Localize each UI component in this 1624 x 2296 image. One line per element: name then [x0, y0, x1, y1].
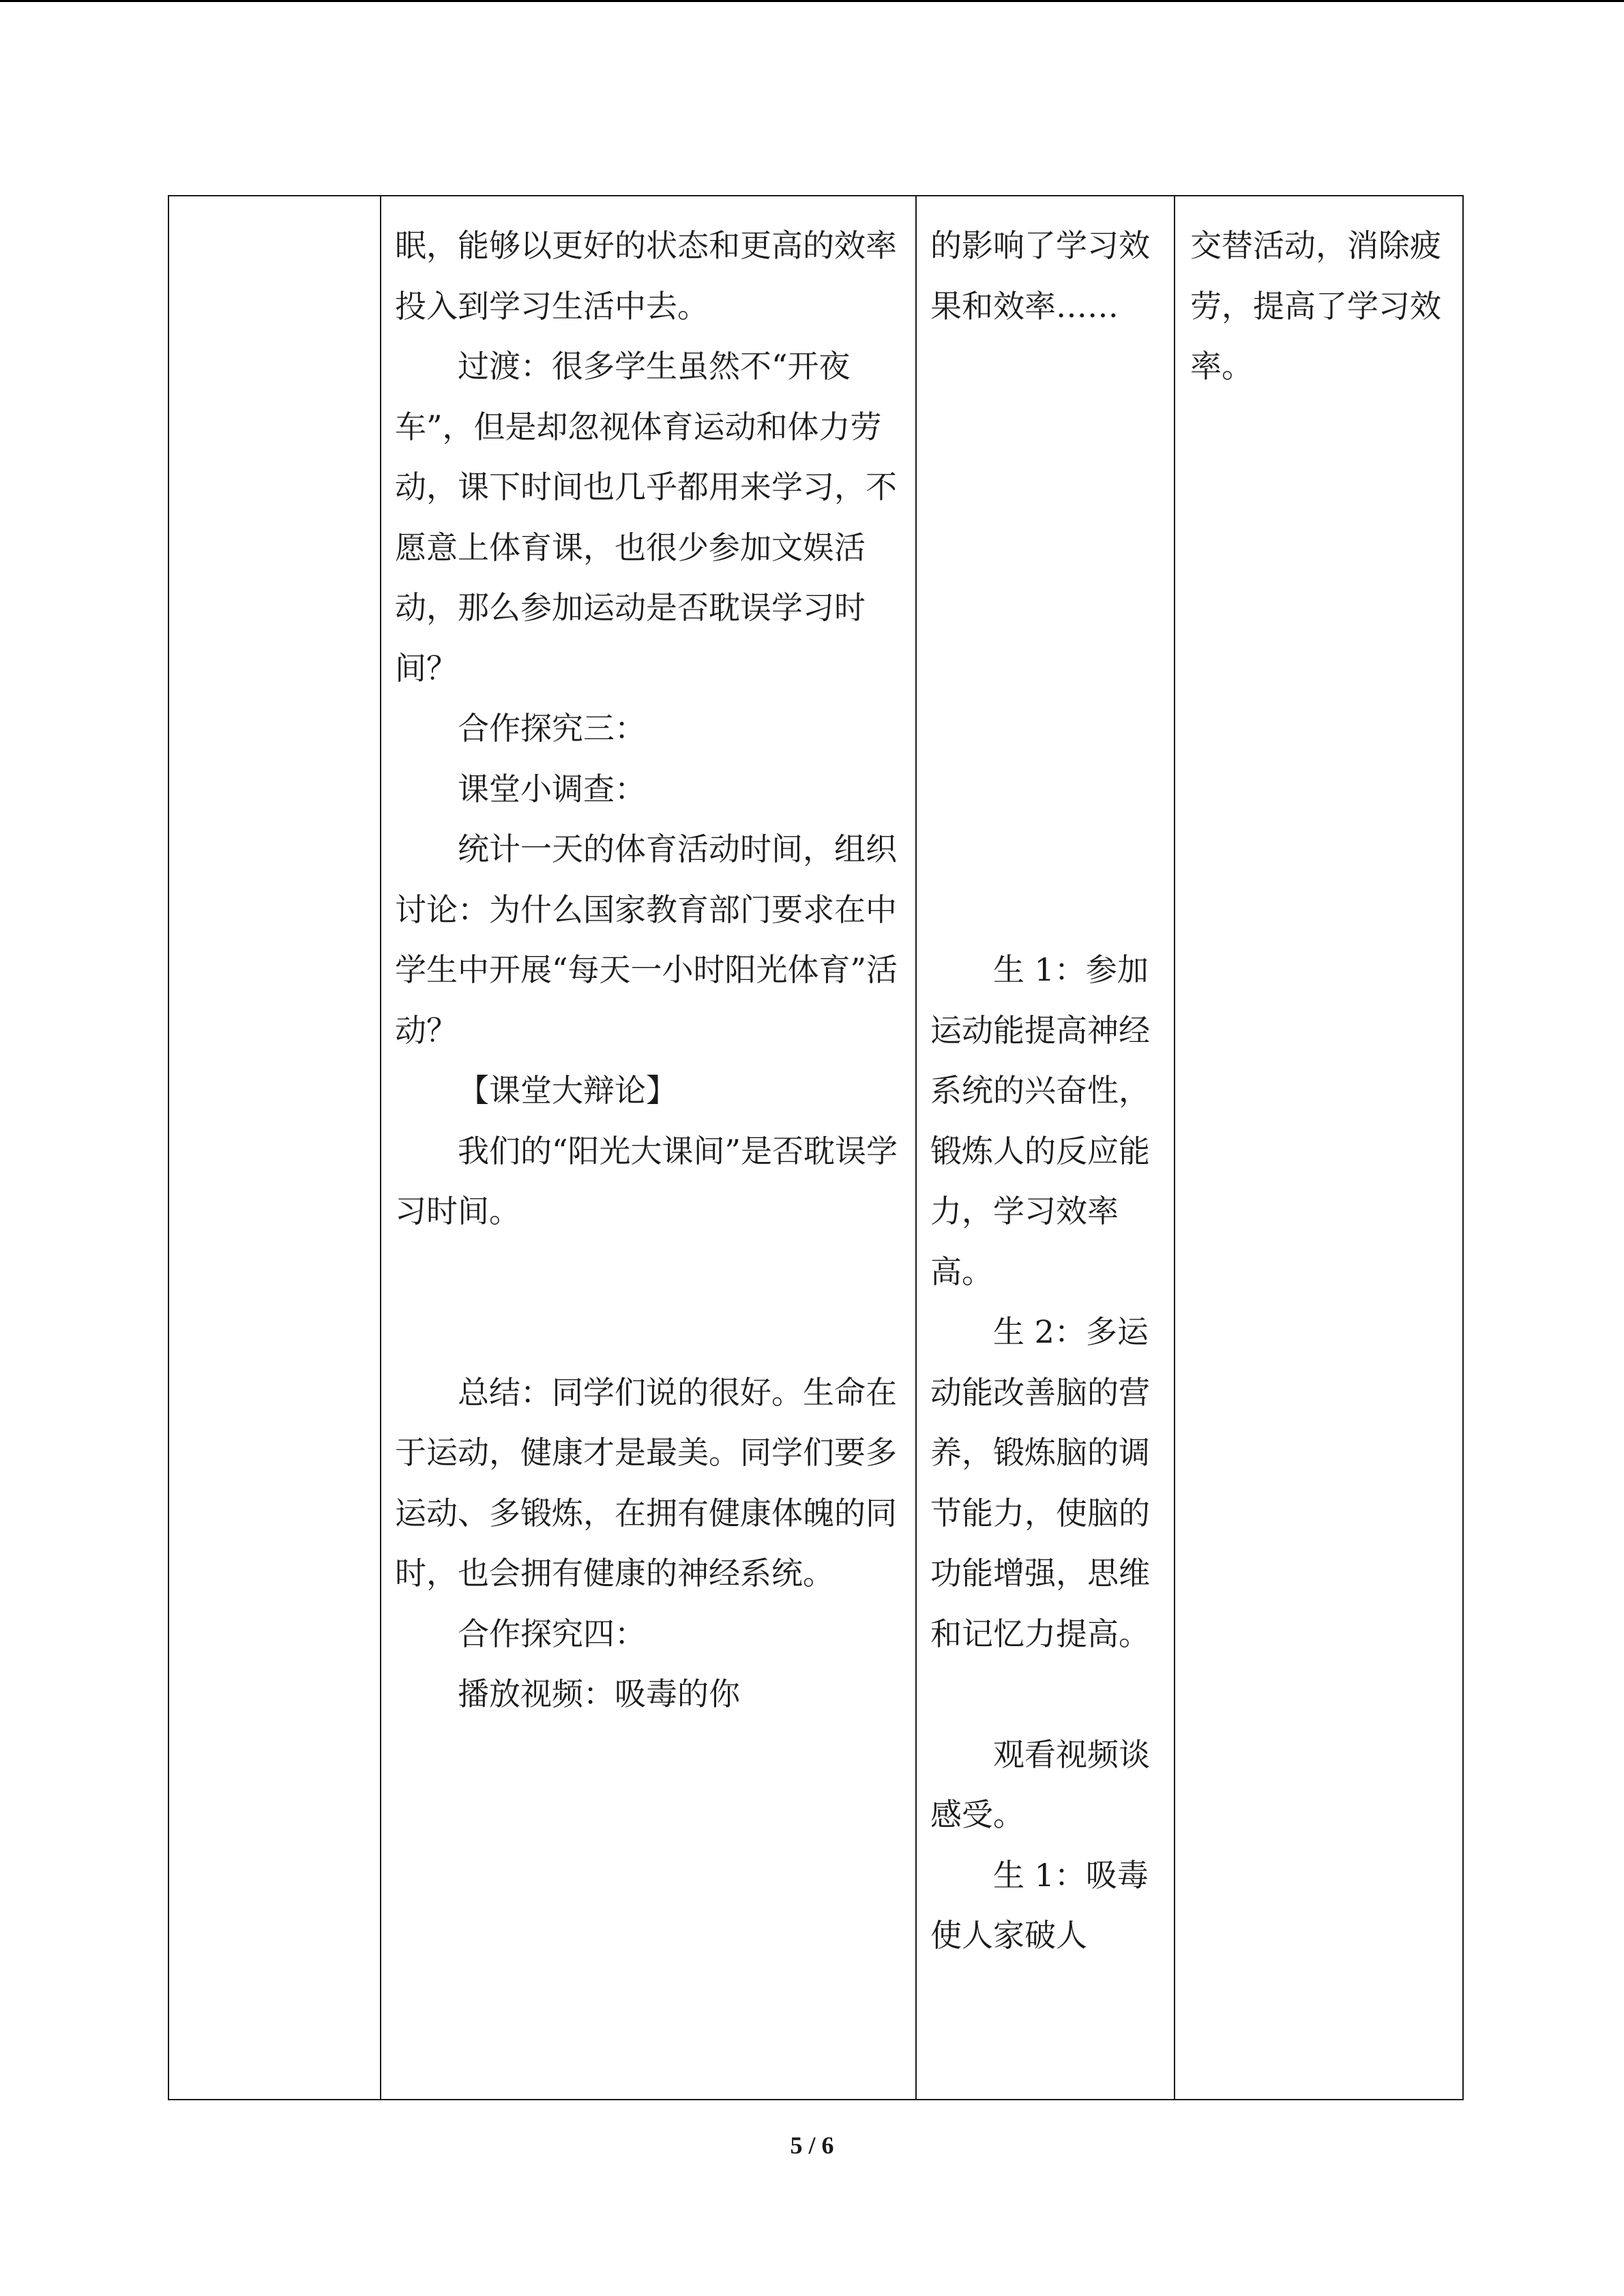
paragraph-student-1-answer: 生 1：参加运动能提高神经系统的兴奋性，锻炼人的反应能力，学习效率高。	[930, 951, 1150, 1290]
lesson-plan-table	[168, 195, 1464, 2100]
heading-cooperative-inquiry-4: 合作探究四：	[458, 1615, 646, 1652]
heading-class-debate: 【课堂大辩论】	[458, 1072, 677, 1109]
teacher-activity-cell	[381, 196, 916, 2100]
paragraph-transition: 过渡：很多学生虽然不“开夜车”，但是却忽视体育运动和体力劳动，课下时间也几乎都用来学习，不愿意上体育课，也很少参加文娱活动，那么参加运动是否耽误学习时间？	[395, 348, 897, 687]
page-number: 5 / 6	[790, 2132, 834, 2159]
heading-class-survey: 课堂小调查：	[458, 770, 646, 807]
paragraph-continuation: 交替活动，消除疲劳，提高了学习效率。	[1190, 227, 1441, 385]
table-row	[168, 196, 1463, 2100]
paragraph-continuation: 的影响了学习效果和效率……	[930, 227, 1150, 325]
paragraph-survey-task: 统计一天的体育活动时间，组织讨论：为什么国家教育部门要求在中学生中开展“每天一小时阳光体育”活动？	[395, 831, 898, 1049]
heading-cooperative-inquiry-3: 合作探究三：	[458, 710, 646, 747]
paragraph-student-2-answer: 生 2：多运动能改善脑的营养，锻炼脑的调节能力，使脑的功能增强，思维和记忆力提高。	[930, 1313, 1150, 1652]
empty-section-cell	[168, 196, 381, 2100]
paragraph-debate-topic: 我们的“阳光大课间”是否耽误学习时间。	[395, 1132, 898, 1229]
top-border-line	[0, 0, 1624, 2]
paragraph-continuation: 眠，能够以更好的状态和更高的效率投入到学习生活中去。	[395, 227, 897, 325]
design-intent-cell	[1175, 196, 1463, 2100]
student-activity-cell	[916, 196, 1175, 2100]
paragraph-summary: 总结：同学们说的很好。生命在于运动，健康才是最美。同学们要多运动、多锻炼，在拥有健康体魄的同时，也会拥有健康的神经系统。	[395, 1373, 897, 1592]
paragraph-student-1-video-response: 生 1：吸毒使人家破人	[930, 1856, 1149, 1954]
paragraph-watch-video: 观看视频谈感受。	[930, 1735, 1150, 1833]
paragraph-play-video: 播放视频：吸毒的你	[458, 1675, 740, 1712]
